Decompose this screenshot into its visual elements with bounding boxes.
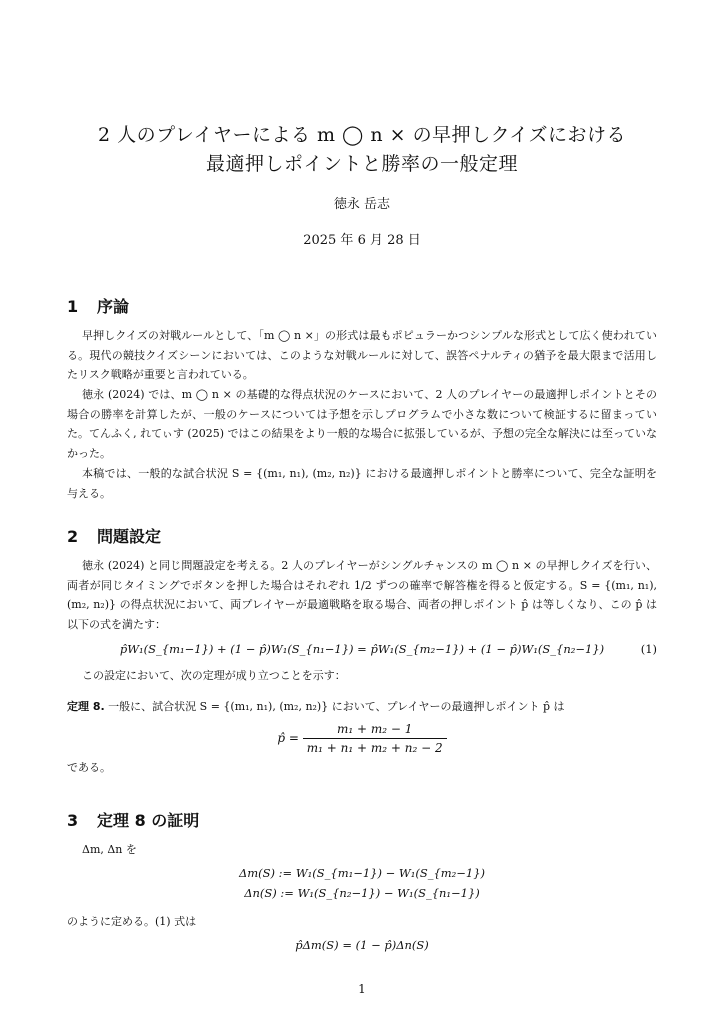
date: 2025 年 6 月 28 日 [303, 233, 421, 248]
numerator: m₁ + m₂ − 1 [303, 722, 447, 739]
theorem-text: 一般に、試合状況 S = {(m₁, n₁), (m₂, n₂)} において、プレイヤーの最適押しポイント p̂ は [108, 700, 565, 713]
denominator: m₁ + n₁ + m₂ + n₂ − 2 [306, 741, 443, 755]
section-3-mid: のように定める。(1) 式は [67, 915, 197, 928]
equation-1: p̂W₁(S_{m₁−1}) + (1 − p̂)W₁(S_{n₁−1}) = p̂W₁(S_{m₂−1}) + (1 − p̂)W₁(S_{n₂−1}) [119, 642, 605, 656]
theorem-label: 定理 8. [67, 700, 105, 713]
section-1-paragraph-1: 早押しクイズの対戦ルールとして、「m ◯ n ×」の形式は最もポピュラーかつシンプルな形式として広く使われている。現代の競技クイズシーンにおいては、このような対戦ルールに対して、誤答ペナルティの猶予を最大限まで活用したリスク戦略が重要と言われている。 [67, 329, 657, 382]
section-title: 定理 8 の証明 [97, 811, 200, 830]
section-2-paragraph-2: この設定において、次の定理が成り立つことを示す： [82, 669, 346, 682]
page-number: 1 [358, 982, 366, 996]
section-1-paragraph-2: 徳永 (2024) では、m ◯ n × の基礎的な得点状況のケースにおいて、2 人のプレイヤーの最適押しポイントとその場合の勝率を計算したが、一般のケースについては予想を示しプログラムで小さな数について検証するに留まっていた。てんふく, れてぃす (2025) ではこの結果をより一般的な場合に拡張しているが、予想の完全な解決には至っていなかった。 [67, 388, 657, 461]
title-line-2: 最適押しポイントと勝率の一般定理 [205, 153, 518, 175]
author: 徳永 岳志 [333, 197, 391, 212]
section-number: 1 [67, 297, 79, 316]
formula-lhs: p̂ = [277, 731, 299, 745]
section-number: 3 [67, 811, 79, 830]
section-3-heading [67, 808, 199, 831]
theorem-formula [67, 722, 657, 755]
section-1-paragraph-3: 本稿では、一般的な試合状況 S = {(m₁, n₁), (m₂, n₂)} における最適押しポイントと勝率について、完全な証明を与える。 [67, 467, 657, 500]
theorem-conclusion: である。 [67, 761, 111, 774]
equation-number: (1) [640, 642, 657, 656]
definition-delta-m: Δm(S) := W₁(S_{m₁−1}) − W₁(S_{m₂−1}) [238, 866, 486, 880]
final-equation: p̂Δm(S) = (1 − p̂)Δn(S) [295, 938, 429, 952]
section-number: 2 [67, 527, 79, 546]
section-2-paragraph-1: 徳永 (2024) と同じ問題設定を考える。2 人のプレイヤーがシングルチャンスの m ◯ n × の早押しクイズを行い、両者が同じタイミングでボタンを押した場合はそれぞれ 1/2 ずつの確率で解答権を得ると仮定する。S = {(m₁, n₁), (m₂, n₂)} の得点状況において、両プレイヤーが最適戦略を取る場合、両者の押しポイント p̂ は等しくなり、この p̂ は以下の式を満たす： [67, 559, 657, 632]
section-2-heading [67, 524, 161, 547]
fraction [303, 722, 447, 755]
title-line-1: 2 人のプレイヤーによる m ◯ n × の早押しクイズにおける [98, 124, 626, 146]
section-1-heading [67, 294, 129, 317]
theorem-8 [67, 697, 657, 717]
definition-delta-n: Δn(S) := W₁(S_{n₂−1}) − W₁(S_{n₁−1}) [244, 886, 480, 900]
section-3-intro: Δm, Δn を [82, 843, 137, 856]
section-title: 序論 [97, 297, 130, 316]
section-title: 問題設定 [97, 527, 162, 546]
